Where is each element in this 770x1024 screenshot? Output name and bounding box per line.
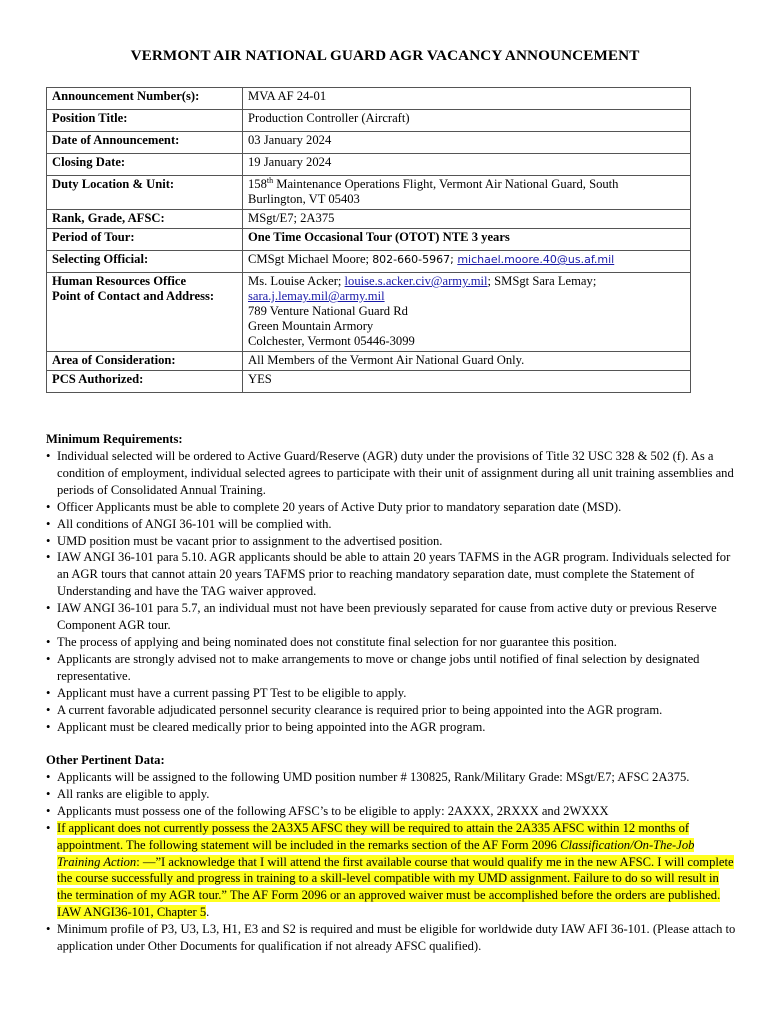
table-row xyxy=(47,229,691,251)
period-of-tour-value: One Time Occasional Tour (OTOT) NTE 3 years xyxy=(243,229,691,251)
rank-grade-afsc-label: Rank, Grade, AFSC: xyxy=(47,210,243,229)
table-row xyxy=(47,176,691,210)
list-item: • A current favorable adjudicated personnel security clearance is required prior to being appointed into the AGR program. xyxy=(46,702,663,717)
list-item: • Officer Applicants must be able to complete 20 years of Active Duty prior to mandatory separation date (MSD). xyxy=(46,499,622,514)
page-title: VERMONT AIR NATIONAL GUARD AGR VACANCY ANNOUNCEMENT xyxy=(130,47,640,64)
selecting-official-label: Selecting Official: xyxy=(47,251,243,273)
highlighted-text: If applicant does not currently possess the 2A3X5 AFSC they will be required to attain the 2A335 AFSC within 12 months of appointment. The following statement will be included in the remarks section of the AF Form 2096 Classification/On-The-Job Training Action: —”I acknowledge that I will attend the first available course that would qualify me in the new AFSC. I will complete the course successfully and progress in training to a skill-level compatible with my UMD assignment. Failure to do so will result in the termination of my AGR tour.” The AF Form 2096 or an approved waiver must be accomplished before the orders are published. xyxy=(57,820,734,903)
other-pertinent-data-heading: Other Pertinent Data: xyxy=(46,753,165,767)
announcement-info-table xyxy=(46,87,691,393)
announcement-number-label: Announcement Number(s): xyxy=(47,88,243,110)
selecting-official-email-link[interactable]: michael.moore.40@us.af.mil xyxy=(457,253,615,266)
hr-email-lemay-link[interactable]: sara.j.lemay.mil@army.mil xyxy=(248,289,385,303)
position-title-label: Position Title: xyxy=(47,110,243,132)
table-row xyxy=(47,251,691,273)
duty-location-label: Duty Location & Unit: xyxy=(47,176,243,210)
pcs-authorized-value: YES xyxy=(243,371,691,393)
hr-email-acker-link[interactable]: louise.s.acker.civ@army.mil xyxy=(344,274,488,288)
list-item: • Individual selected will be ordered to Active Guard/Reserve (AGR) duty under the provisions of Title 32 USC 328 & 502 (f). As a condition of employment, individual selected agrees to participate with their unit of assignment during all unit training assemblies and periods of Consolidated Annual Training. xyxy=(46,449,734,497)
list-item: • All ranks are eligible to apply. xyxy=(46,786,210,801)
other-pertinent-data-list xyxy=(46,769,736,955)
area-of-consideration-label: Area of Consideration: xyxy=(47,352,243,371)
highlighted-text: IAW ANGI36-101, Chapter 5 xyxy=(57,905,207,920)
list-item: • IAW ANGI 36-101 para 5.7, an individual must not have been previously separated for cause from active duty or previous Reserve Component AGR tour. xyxy=(46,601,717,633)
period-of-tour-label: Period of Tour: xyxy=(47,229,243,251)
list-item: • The process of applying and being nominated does not constitute final selection for nor guarantee this position. xyxy=(46,634,617,649)
list-item: • IAW ANGI 36-101 para 5.10. AGR applicants should be able to attain 20 years TAFMS in the AGR program. Individuals selected for an AGR tours that cannot attain 20 years TAFMS prior to reaching mandatory separation date, must complete the Statement of Understanding and have the TAG waiver approved. xyxy=(46,550,731,599)
closing-date-label: Closing Date: xyxy=(47,154,243,176)
table-row xyxy=(47,210,691,229)
hr-contact-value: Ms. Louise Acker; louise.s.acker.civ@army.mil; SMSgt Sara Lemay; sara.j.lemay.mil@army.mil 789 Venture National Guard Rd Green Mountain Armory Colchester, Vermont 05446-3099 xyxy=(243,273,691,352)
list-item-highlighted: • If applicant does not currently possess the 2A3X5 AFSC they will be required to attain the 2A335 AFSC within 12 months of appointment. The following statement will be included in the remarks section of the AF Form 2096 Classification/On-The-Job Training Action: —”I acknowledge that I will attend the first available course that would qualify me in the new AFSC. I will complete the course successfully and progress in training to a skill-level compatible with my UMD assignment. Failure to do so will result in the termination of my AGR tour.” The AF Form 2096 or an approved waiver must be accomplished before the orders are published. IAW ANGI36-101, Chapter 5. xyxy=(46,820,734,920)
list-item: • Applicant must have a current passing PT Test to be eligible to apply. xyxy=(46,685,407,700)
pcs-authorized-label: PCS Authorized: xyxy=(47,371,243,393)
minimum-requirements-section xyxy=(46,431,736,735)
other-pertinent-data-section xyxy=(46,752,736,955)
table-row xyxy=(47,154,691,176)
list-item: • Applicant must be cleared medically prior to being appointed into the AGR program. xyxy=(46,719,486,734)
table-row xyxy=(47,352,691,371)
minimum-requirements-heading: Minimum Requirements: xyxy=(46,432,183,446)
list-item: • UMD position must be vacant prior to assignment to the advertised position. xyxy=(46,533,443,548)
table-row xyxy=(47,132,691,154)
position-title-value: Production Controller (Aircraft) xyxy=(243,110,691,132)
date-of-announcement-label: Date of Announcement: xyxy=(47,132,243,154)
rank-grade-afsc-value: MSgt/E7; 2A375 xyxy=(243,210,691,229)
table-row xyxy=(47,273,691,352)
table-row xyxy=(47,88,691,110)
hr-contact-label: Human Resources Office Point of Contact and Address: xyxy=(47,273,243,352)
list-item: • All conditions of ANGI 36-101 will be complied with. xyxy=(46,516,332,531)
list-item: • Applicants must possess one of the following AFSC’s to be eligible to apply: 2AXXX, 2RXXX and 2WXXX xyxy=(46,803,609,818)
date-of-announcement-value: 03 January 2024 xyxy=(243,132,691,154)
list-item: • Applicants will be assigned to the following UMD position number # 130825, Rank/Military Grade: MSgt/E7; AFSC 2A375. xyxy=(46,770,690,784)
area-of-consideration-value: All Members of the Vermont Air National Guard Only. xyxy=(243,352,691,371)
table-row xyxy=(47,371,691,393)
selecting-official-value: CMSgt Michael Moore; 802-660-5967; michael.moore.40@us.af.mil xyxy=(243,251,691,273)
list-item: • Applicants are strongly advised not to make arrangements to move or change jobs until notified of final selection by designated representative. xyxy=(46,651,700,683)
announcement-number-value: MVA AF 24-01 xyxy=(243,88,691,110)
closing-date-value: 19 January 2024 xyxy=(243,154,691,176)
minimum-requirements-list xyxy=(46,448,736,735)
table-row xyxy=(47,110,691,132)
list-item: • Minimum profile of P3, U3, L3, H1, E3 and S2 is required and must be eligible for worldwide duty IAW AFI 36-101. (Please attach to application under Other Documents for qualification if not already AFSC qualified). xyxy=(46,922,736,954)
duty-location-value: 158th Maintenance Operations Flight, Vermont Air National Guard, South Burlington, VT 05403 xyxy=(243,176,691,210)
